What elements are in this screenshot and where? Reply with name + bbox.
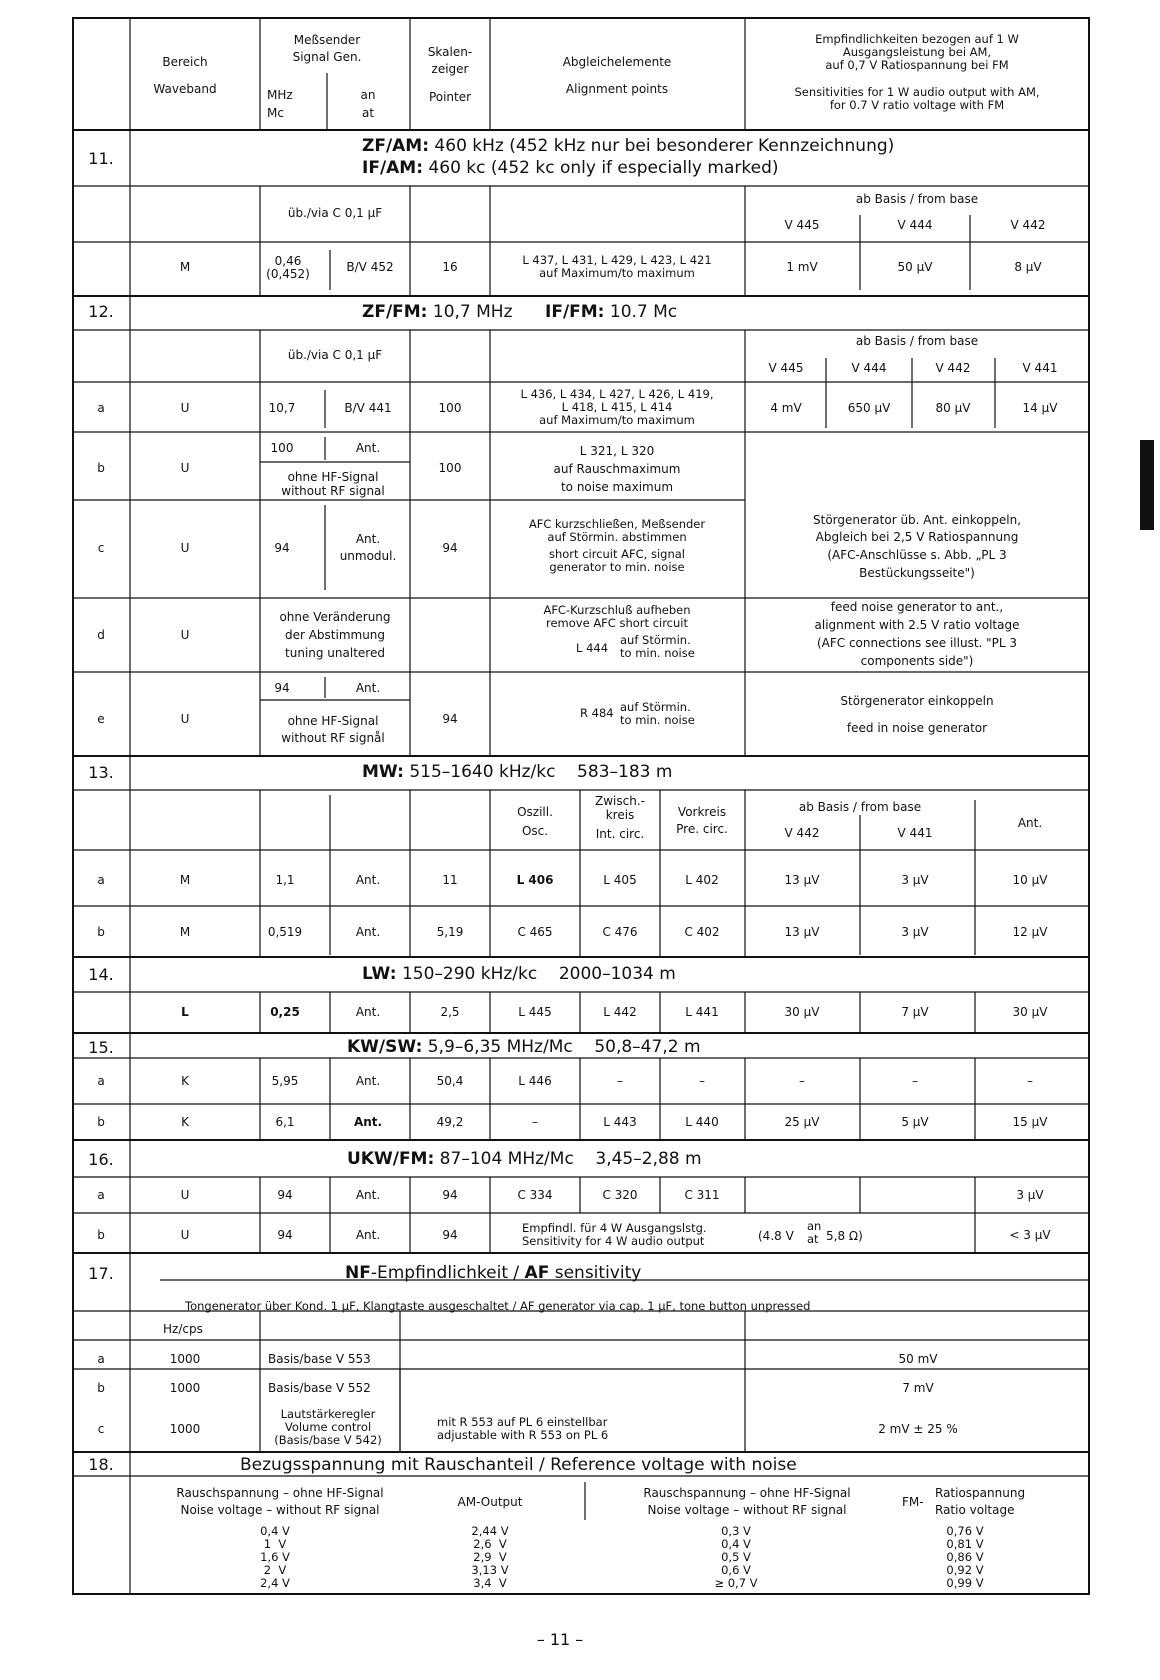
s12e-note-1: Störgenerator einkoppeln	[840, 694, 994, 708]
s12b-range: U	[180, 461, 190, 475]
section-11-title-en: IF/AM: 460 kc (452 kc only if especially marked)	[362, 158, 779, 178]
s11-sens-2: 50 µV	[897, 260, 933, 274]
s16b-voltage: (4.8 V	[758, 1229, 794, 1243]
s11-align-2: auf Maximum/to maximum	[539, 266, 695, 280]
s12c-unmod: unmodul.	[339, 549, 397, 563]
s13b-at: Ant.	[355, 925, 381, 939]
s11-freq: 0,46	[274, 254, 302, 268]
s11-v442: V 442	[1010, 218, 1046, 232]
s18-value: 0,92 V	[946, 1563, 984, 1577]
s15a-pointer: 50,4	[436, 1074, 464, 1088]
s16b-an: an	[807, 1219, 822, 1233]
section-12-title-en: IF/FM: 10.7 Mc	[545, 302, 678, 322]
s15a-int: –	[617, 1074, 623, 1088]
s17c-base-1: Lautstärkeregler	[280, 1407, 376, 1421]
section-11-title-de: ZF/AM: 460 kHz (452 kHz nur bei besonderer Kennzeichnung)	[362, 136, 895, 156]
s18-value: 0,86 V	[946, 1550, 984, 1564]
s18-value: 0,5 V	[721, 1550, 751, 1564]
s11-sens-3: 8 µV	[1014, 260, 1042, 274]
header-range-en: Waveband	[153, 82, 217, 96]
s12e-align-min-en: to min. noise	[620, 713, 695, 727]
s14-sens-3: 30 µV	[1012, 1005, 1048, 1019]
s17c-base-3: (Basis/base V 542)	[274, 1433, 382, 1447]
s18-value: 3,13 V	[471, 1563, 509, 1577]
s16a-pointer: 94	[442, 1188, 458, 1202]
s11-freq-alt: (0,452)	[266, 267, 310, 281]
s12a-align-3: auf Maximum/to maximum	[539, 413, 695, 427]
s12b-label: b	[97, 461, 105, 475]
s17b-label: b	[97, 1381, 105, 1395]
s14-range: L	[181, 1005, 189, 1019]
s15a-sens-3: –	[1027, 1074, 1033, 1088]
s17c-method-en: adjustable with R 553 on PL 6	[437, 1428, 609, 1442]
s12a-pointer: 100	[438, 401, 462, 415]
s18-value: 0,4 V	[260, 1524, 290, 1538]
s13b-sens-1: 13 µV	[784, 925, 820, 939]
header-pointer-de-1: Skalen-	[427, 45, 473, 59]
s12b-pointer: 100	[438, 461, 462, 475]
s13-osc-de: Oszill.	[517, 805, 553, 819]
s17a-base: Basis/base V 553	[268, 1352, 371, 1366]
s13b-pre: C 402	[684, 925, 720, 939]
s12d-align-min-en: to min. noise	[620, 646, 695, 660]
s17c-base-2: Volume control	[284, 1420, 372, 1434]
section-15-title: KW/SW: 5,9–6,35 MHz/Mc 50,8–47,2 m	[347, 1037, 701, 1057]
s12e-freq: 94	[274, 681, 290, 695]
s16b-sens-3: < 3 µV	[1009, 1228, 1051, 1242]
s11-align-1: L 437, L 431, L 429, L 423, L 421	[522, 253, 712, 267]
s11-pointer: 16	[442, 260, 458, 274]
section-11-number: 11.	[88, 149, 114, 168]
s15b-freq: 6,1	[275, 1115, 295, 1129]
s12d-label: d	[97, 628, 105, 642]
header-mc: Mc	[267, 106, 284, 120]
s18-h2: AM-Output	[457, 1495, 523, 1509]
s13-int-de-2: kreis	[605, 808, 635, 822]
s16b-at: Ant.	[355, 1228, 381, 1242]
page-number: – 11 –	[536, 1630, 584, 1649]
s15b-sens-3: 15 µV	[1012, 1115, 1048, 1129]
s13b-pointer: 5,19	[436, 925, 464, 939]
s12c-freq: 94	[274, 541, 290, 555]
section-18-title: Bezugsspannung mit Rauschanteil / Reference voltage with noise	[240, 1455, 797, 1475]
header-align-en: Alignment points	[565, 82, 669, 96]
s12d-range: U	[180, 628, 190, 642]
s14-sens-2: 7 µV	[901, 1005, 929, 1019]
s18-h4-de: Ratiospannung	[935, 1486, 1026, 1500]
s13a-osc: L 406	[516, 873, 554, 887]
s16a-at: Ant.	[355, 1188, 381, 1202]
header-sens-de-2: Ausgangsleistung bei AM,	[842, 45, 992, 59]
s12e-align-min-de: auf Störmin.	[620, 700, 691, 714]
s14-pointer: 2,5	[440, 1005, 460, 1019]
s12e-label: e	[97, 712, 105, 726]
s12c-align-4: generator to min. noise	[549, 560, 685, 574]
s12b-freq: 100	[270, 441, 294, 455]
s12-v441: V 441	[1022, 361, 1058, 375]
header-pointer-de-2: zeiger	[431, 62, 469, 76]
header-sens-de-1: Empfindlichkeiten bezogen auf 1 W	[815, 32, 1019, 46]
header-range-de: Bereich	[162, 55, 208, 69]
s15a-at: Ant.	[355, 1074, 381, 1088]
section-16-number: 16.	[88, 1150, 114, 1169]
header-an: an	[360, 88, 376, 102]
s12a-range: U	[180, 401, 190, 415]
s17a-value: 50 mV	[898, 1352, 938, 1366]
s13a-int: L 405	[603, 873, 637, 887]
s12d-align-1: AFC-Kurzschluß aufheben	[543, 603, 691, 617]
s12c-align-2: auf Störmin. abstimmen	[547, 530, 687, 544]
header-sens-de-3: auf 0,7 V Ratiospannung bei FM	[825, 58, 1009, 72]
s16a-int: C 320	[602, 1188, 638, 1202]
s16a-range: U	[180, 1188, 190, 1202]
s17a-label: a	[97, 1352, 105, 1366]
s12-v442: V 442	[935, 361, 971, 375]
section-16-title: UKW/FM: 87–104 MHz/Mc 3,45–2,88 m	[347, 1149, 702, 1169]
header-pointer-en: Pointer	[428, 90, 472, 104]
s13a-pre: L 402	[685, 873, 719, 887]
s16b-freq: 94	[277, 1228, 293, 1242]
s17-generator-note: Tongenerator über Kond. 1 µF, Klangtaste ausgeschaltet / AF generator via cap. 1 µF, tone button unpressed	[185, 1299, 811, 1313]
s12a-sens-3: 80 µV	[935, 401, 971, 415]
s15b-range: K	[181, 1115, 189, 1129]
s13a-freq: 1,1	[275, 873, 295, 887]
s14-freq: 0,25	[270, 1005, 300, 1019]
s18-h4-en: Ratio voltage	[935, 1503, 1015, 1517]
s12b-align-3: to noise maximum	[560, 480, 674, 494]
s12a-sens-1: 4 mV	[770, 401, 802, 415]
s18-value: 0,99 V	[946, 1576, 984, 1590]
s15b-pointer: 49,2	[436, 1115, 464, 1129]
s16b-ohm: 5,8 Ω)	[826, 1229, 863, 1243]
s13-pre-en: Pre. circ.	[676, 822, 728, 836]
header-generator-en: Signal Gen.	[292, 50, 362, 64]
s13a-sens-3: 10 µV	[1012, 873, 1048, 887]
s18-h3-en: Noise voltage – without RF signal	[647, 1503, 847, 1517]
s18-value: 2,4 V	[260, 1576, 290, 1590]
header-sens-en-1: Sensitivities for 1 W audio output with AM,	[794, 85, 1040, 99]
s13a-at: Ant.	[355, 873, 381, 887]
s12d-align-2: remove AFC short circuit	[545, 616, 689, 630]
section-17-title: NF-Empfindlichkeit / AF sensitivity	[345, 1263, 642, 1283]
s15b-sens-2: 5 µV	[901, 1115, 929, 1129]
s14-pre: L 441	[685, 1005, 719, 1019]
s12c-note-2: Abgleich bei 2,5 V Ratiospannung	[815, 530, 1019, 544]
s13-pre-de: Vorkreis	[677, 805, 727, 819]
s14-osc: L 445	[518, 1005, 552, 1019]
s16a-label: a	[97, 1188, 105, 1202]
s11-range: M	[179, 260, 191, 274]
s16b-label: b	[97, 1228, 105, 1242]
s12-v445: V 445	[768, 361, 804, 375]
s15a-label: a	[97, 1074, 105, 1088]
s12a-at: B/V 441	[344, 401, 392, 415]
s13b-osc: C 465	[517, 925, 553, 939]
s15a-range: K	[181, 1074, 189, 1088]
s15b-at: Ant.	[353, 1115, 383, 1129]
section-14-number: 14.	[88, 965, 114, 984]
section-13-title: MW: 515–1640 kHz/kc 583–183 m	[362, 762, 673, 782]
s16b-note-en: Sensitivity for 4 W audio output	[522, 1234, 705, 1248]
s18-h4-prefix: FM-	[902, 1495, 924, 1509]
s16b-pointer: 94	[442, 1228, 458, 1242]
s15a-sens-1: –	[799, 1074, 805, 1088]
s17b-value: 7 mV	[902, 1381, 934, 1395]
header-at: at	[361, 106, 375, 120]
s17-hz-label: Hz/cps	[163, 1322, 203, 1336]
s15b-pre: L 440	[685, 1115, 719, 1129]
s17b-base: Basis/base V 552	[268, 1381, 371, 1395]
s12-base-label: ab Basis / from base	[855, 334, 979, 348]
s12a-label: a	[97, 401, 105, 415]
s12d-note-4: components side")	[860, 654, 974, 668]
s12b-align-1: L 321, L 320	[579, 444, 655, 458]
section-12-number: 12.	[88, 302, 114, 321]
s12e-align-res: R 484	[580, 706, 614, 720]
s12a-sens-2: 650 µV	[847, 401, 891, 415]
s15b-int: L 443	[603, 1115, 637, 1129]
s14-at: Ant.	[355, 1005, 381, 1019]
s12c-note-1: Störgenerator üb. Ant. einkoppeln,	[812, 513, 1022, 527]
s18-value: 1,6 V	[260, 1550, 290, 1564]
s18-value: 2,44 V	[471, 1524, 509, 1538]
s18-value: 2,9 V	[473, 1550, 507, 1564]
s18-value: 0,3 V	[721, 1524, 751, 1538]
s15b-osc: –	[532, 1115, 538, 1129]
s15b-label: b	[97, 1115, 105, 1129]
s13a-sens-2: 3 µV	[901, 873, 929, 887]
s12c-at: Ant.	[355, 532, 381, 546]
s13a-label: a	[97, 873, 105, 887]
s12b-align-2: auf Rauschmaximum	[553, 462, 681, 476]
s16b-at-label: at	[807, 1232, 819, 1246]
s17c-method-de: mit R 553 auf PL 6 einstellbar	[437, 1415, 608, 1429]
s11-v444: V 444	[897, 218, 933, 232]
s12c-align-1: AFC kurzschließen, Meßsender	[528, 517, 706, 531]
s13-ant: Ant.	[1017, 816, 1043, 830]
s18-value: 2,6 V	[473, 1537, 507, 1551]
s12e-no-rf-en: without RF signål	[281, 731, 385, 745]
s16a-osc: C 334	[517, 1188, 553, 1202]
s12d-note-2: alignment with 2.5 V ratio voltage	[814, 618, 1020, 632]
s12a-align-2: L 418, L 415, L 414	[561, 400, 673, 414]
s12b-at: Ant.	[355, 441, 381, 455]
s18-value: ≥ 0,7 V	[714, 1576, 758, 1590]
s18-h3-de: Rauschspannung – ohne HF-Signal	[643, 1486, 851, 1500]
s15b-sens-1: 25 µV	[784, 1115, 820, 1129]
s13-v442: V 442	[784, 826, 820, 840]
s12a-freq: 10,7	[268, 401, 296, 415]
s17c-hz: 1000	[169, 1422, 201, 1436]
section-18-number: 18.	[88, 1455, 114, 1474]
s12e-at: Ant.	[355, 681, 381, 695]
s12-via-label: üb./via C 0,1 µF	[287, 348, 383, 362]
s18-value: 0,6 V	[721, 1563, 751, 1577]
s12d-note-3: (AFC connections see illust. "PL 3	[816, 636, 1018, 650]
s11-at: B/V 452	[346, 260, 394, 274]
s15a-freq: 5,95	[271, 1074, 299, 1088]
s17c-value: 2 mV ± 25 %	[878, 1422, 958, 1436]
s18-h1-de: Rauschspannung – ohne HF-Signal	[176, 1486, 384, 1500]
s13-v441: V 441	[897, 826, 933, 840]
s12e-note-2: feed in noise generator	[846, 721, 988, 735]
s12d-tuning-1: ohne Veränderung	[279, 610, 391, 624]
s13a-sens-1: 13 µV	[784, 873, 820, 887]
s11-v445: V 445	[784, 218, 820, 232]
s18-value: 0,76 V	[946, 1524, 984, 1538]
s18-value: 0,81 V	[946, 1537, 984, 1551]
s17c-label: c	[97, 1422, 105, 1436]
s13-osc-en: Osc.	[521, 824, 549, 838]
s13-int-de-1: Zwisch.-	[595, 794, 645, 808]
s11-sens-1: 1 mV	[786, 260, 818, 274]
s16b-range: U	[180, 1228, 190, 1242]
section-17-number: 17.	[88, 1264, 114, 1283]
s12b-no-rf-de: ohne HF-Signal	[287, 470, 379, 484]
s12c-note-4: Bestückungsseite")	[859, 566, 975, 580]
section-12-title-de: ZF/FM: 10,7 MHz	[362, 302, 513, 322]
s15a-sens-2: –	[912, 1074, 918, 1088]
s12e-no-rf-de: ohne HF-Signal	[287, 714, 379, 728]
s12-v444: V 444	[851, 361, 887, 375]
header-mhz: MHz	[267, 88, 293, 102]
s12d-note-1: feed noise generator to ant.,	[830, 600, 1004, 614]
s12d-tuning-2: der Abstimmung	[284, 628, 386, 642]
s14-sens-1: 30 µV	[784, 1005, 820, 1019]
s12d-align-min-de: auf Störmin.	[620, 633, 691, 647]
s12e-pointer: 94	[442, 712, 458, 726]
s18-value: 0,4 V	[721, 1537, 751, 1551]
s13b-label: b	[97, 925, 105, 939]
s13-int-en: Int. circ.	[595, 827, 645, 841]
s11-base-label: ab Basis / from base	[855, 192, 979, 206]
section-14-title: LW: 150–290 kHz/kc 2000–1034 m	[362, 964, 676, 984]
s13b-int: C 476	[602, 925, 638, 939]
s16a-pre: C 311	[684, 1188, 720, 1202]
s12c-label: c	[97, 541, 105, 555]
s15a-pre: –	[699, 1074, 705, 1088]
section-13-number: 13.	[88, 763, 114, 782]
s14-int: L 442	[603, 1005, 637, 1019]
s16a-freq: 94	[277, 1188, 293, 1202]
header-sens-en-2: for 0.7 V ratio voltage with FM	[829, 98, 1005, 112]
s16a-sens-3: 3 µV	[1016, 1188, 1044, 1202]
s13-base-label: ab Basis / from base	[798, 800, 922, 814]
s12c-note-3: (AFC-Anschlüsse s. Abb. „PL 3	[827, 548, 1007, 562]
header-generator-de: Meßsender	[293, 33, 361, 47]
s12c-pointer: 94	[442, 541, 458, 555]
s12c-align-3: short circuit AFC, signal	[548, 547, 686, 561]
s12c-range: U	[180, 541, 190, 555]
s13b-sens-3: 12 µV	[1012, 925, 1048, 939]
s13a-range: M	[179, 873, 191, 887]
s12a-sens-4: 14 µV	[1022, 401, 1058, 415]
s13b-sens-2: 3 µV	[901, 925, 929, 939]
s18-value: 1 V	[263, 1537, 287, 1551]
s13b-freq: 0,519	[267, 925, 303, 939]
s15a-osc: L 446	[518, 1074, 552, 1088]
section-15-number: 15.	[88, 1038, 114, 1057]
s12e-range: U	[180, 712, 190, 726]
s13b-range: M	[179, 925, 191, 939]
s13a-pointer: 11	[442, 873, 458, 887]
s12b-no-rf-en: without RF signal	[281, 484, 385, 498]
s12d-tuning-3: tuning unaltered	[285, 646, 385, 660]
header-align-de: Abgleichelemente	[562, 55, 672, 69]
s11-via-label: üb./via C 0,1 µF	[287, 206, 383, 220]
page-edge-marker	[1140, 440, 1154, 530]
s12a-align-1: L 436, L 434, L 427, L 426, L 419,	[520, 387, 714, 401]
s18-h1-en: Noise voltage – without RF signal	[180, 1503, 380, 1517]
s16b-note-de: Empfindl. für 4 W Ausgangslstg.	[522, 1221, 707, 1235]
s12d-align-coil: L 444	[576, 641, 609, 655]
s17b-hz: 1000	[169, 1381, 201, 1395]
s18-value: 3,4 V	[473, 1576, 507, 1590]
s18-value: 2 V	[263, 1563, 287, 1577]
s17a-hz: 1000	[169, 1352, 201, 1366]
